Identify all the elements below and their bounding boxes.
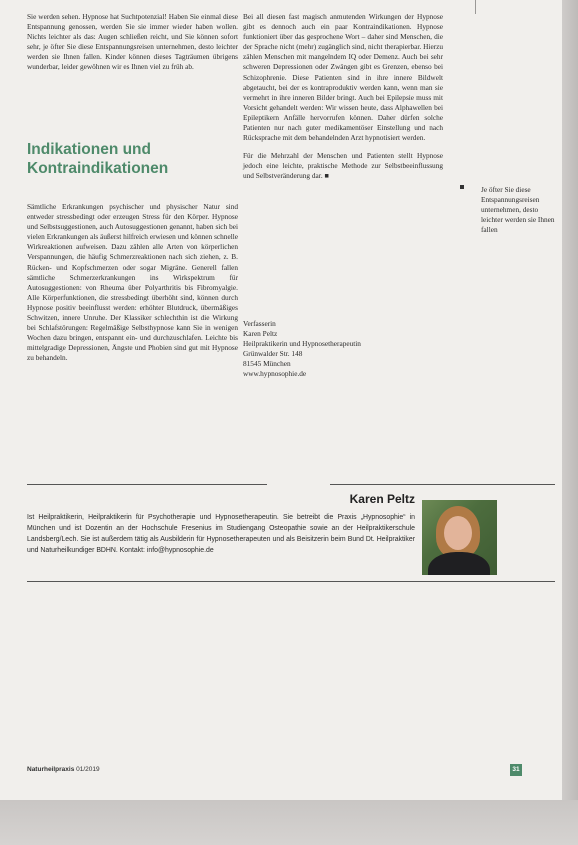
- author-city: 81545 München: [243, 359, 291, 369]
- article-column-2: [243, 12, 443, 182]
- divider: [27, 484, 267, 485]
- article-column-1-bottom: [27, 202, 238, 364]
- footer-magazine-name: [27, 766, 100, 773]
- page-number-badge: 31: [510, 764, 522, 776]
- section-heading: Indikationen und Kontraindikationen: [27, 141, 169, 177]
- divider: [330, 484, 555, 485]
- bio-name: Karen Peltz: [349, 492, 415, 506]
- divider: [27, 581, 555, 582]
- paragraph: Für die Mehrzahl der Menschen und Patienten stellt Hypnose jedoch eine leichte, praktische Methode zur Selbstbeeinflussung und Selbstveränderung dar. ■: [243, 151, 443, 181]
- scan-bottom-strip: [0, 800, 578, 845]
- paragraph: Sie werden sehen. Hypnose hat Suchtpotenzial! Haben Sie einmal diese Entspannung genossen, werden Sie sie immer wieder haben wollen. Nichts leichter als das: Augen schließen reicht, und Sie können sofort sehr, je öfter Sie diese Entspannungsreisen unternehmen, desto leichter werden sie Ihnen fallen. Kinder können dieses Tagträumen übrigens wunderbar, leider gewöhnen wir es Ihnen viel zu früh ab.: [27, 12, 238, 72]
- pull-quote: Je öfter Sie diese Entspannungsreisen unternehmen, desto leichter werden sie Ihnen fallen: [481, 185, 555, 235]
- bullet-square-icon: [460, 185, 464, 189]
- author-name: Karen Peltz: [243, 329, 278, 339]
- top-rule-mark: [475, 0, 476, 14]
- author-title: Heilpraktikerin und Hypnosetherapeutin: [243, 339, 361, 349]
- scan-edge-shadow: [562, 0, 578, 845]
- author-label: Verfasserin: [243, 319, 276, 328]
- paragraph: Bei all diesen fast magisch anmutenden Wirkungen der Hypnose gibt es dennoch auch ein paar Kontraindikationen. Hypnose funktioniert über das gesprochene Wort – daher sind Menschen, die der Sprache nicht (mehr) zugänglich sind, nicht therapierbar. Hierzu zählen Menschen mit mangelndem IQ oder Demenz. Auch bei sehr schweren Depressionen oder Zwängen gibt es Grenzen, ebenso bei Schizophrenie. Diese Patienten sind in ihre innere Bildwelt abgetaucht, bei der es kontraproduktiv werden kann, wenn man sie vermehrt in ihre inneren Bilder bringt. Auch bei Epilepsie muss mit Vorsicht gehandelt werden: Wir wissen heute, dass Alphawellen bei Epileptikern Anfälle hervorrufen können. Daher dürfen solche Patienten nur nach guter medikamentöser Einstellung und nach Rücksprache mit dem behandelnden Arzt hypnotisiert werden.: [243, 12, 443, 143]
- magazine-title: Naturheilpraxis: [27, 766, 75, 773]
- author-street: Grünwalder Str. 148: [243, 349, 303, 359]
- author-website-link[interactable]: www.hypnosophie.de: [243, 369, 307, 379]
- bio-text: Ist Heilpraktikerin, Heilpraktikerin für Psychotherapie und Hypnosetherapeutin. Sie betreibt die Praxis „Hypnosophie“ in München und ist Dozentin an der Hochschule Fresenius im Studiengang Osteopathie sowie an der Heilpraktikerschule Landsberg/Lech. Sie ist außerdem tätig als Ausbilderin für Hypnosetherapeuten und als Beisitzerin beim Bund Dt. Heilpraktiker und Naturheilkundiger BDHN. Kontakt: info@hypnosophie.de: [27, 514, 415, 554]
- paragraph: Sämtliche Erkrankungen psychischer und physischer Natur sind entweder stressbedingt oder erzeugen Stress für den Körper. Hypnose und Selbstsuggestionen, auch Autosuggestionen genannt, haben sich bei vielen Erkrankungen als äußerst hilfreich erwiesen und können schnelle Wirkreaktionen aufweisen. Dazu zählen alle Arten von körperlichen Verspannungen, die häufig Schmerzreaktionen nach sich ziehen, z. B. Rücken- und Kopfschmerzen oder sogar Migräne. Generell fallen sämtliche Schmerzerkrankungen ins Wirkspektrum für Autosuggestionen: von Rheuma über Polyarthritis bis Fibromyalgie. Alle Körperfunktionen, die stressbedingt überhöht sind, können durch Hypnose positiv beeinflusst werden: erhöhter Blutdruck, übermäßiges Schwitzen, innere Unruhe. Der Klassiker schlechthin ist die Wirkung bei Schlafstörungen: Regelmäßige Selbsthypnose kann Sie in wenigen Wochen dazu bringen, entspannt ein- und durchzuschlafen. Leichte bis mittelgradige Depressionen, Ängste und Phobien sind gut mit Hypnose zu behandeln.: [27, 202, 238, 363]
- author-photo: [422, 500, 497, 575]
- issue-number: 01/2019: [76, 766, 100, 773]
- article-column-1-top: [27, 12, 238, 73]
- author-box: [243, 319, 443, 380]
